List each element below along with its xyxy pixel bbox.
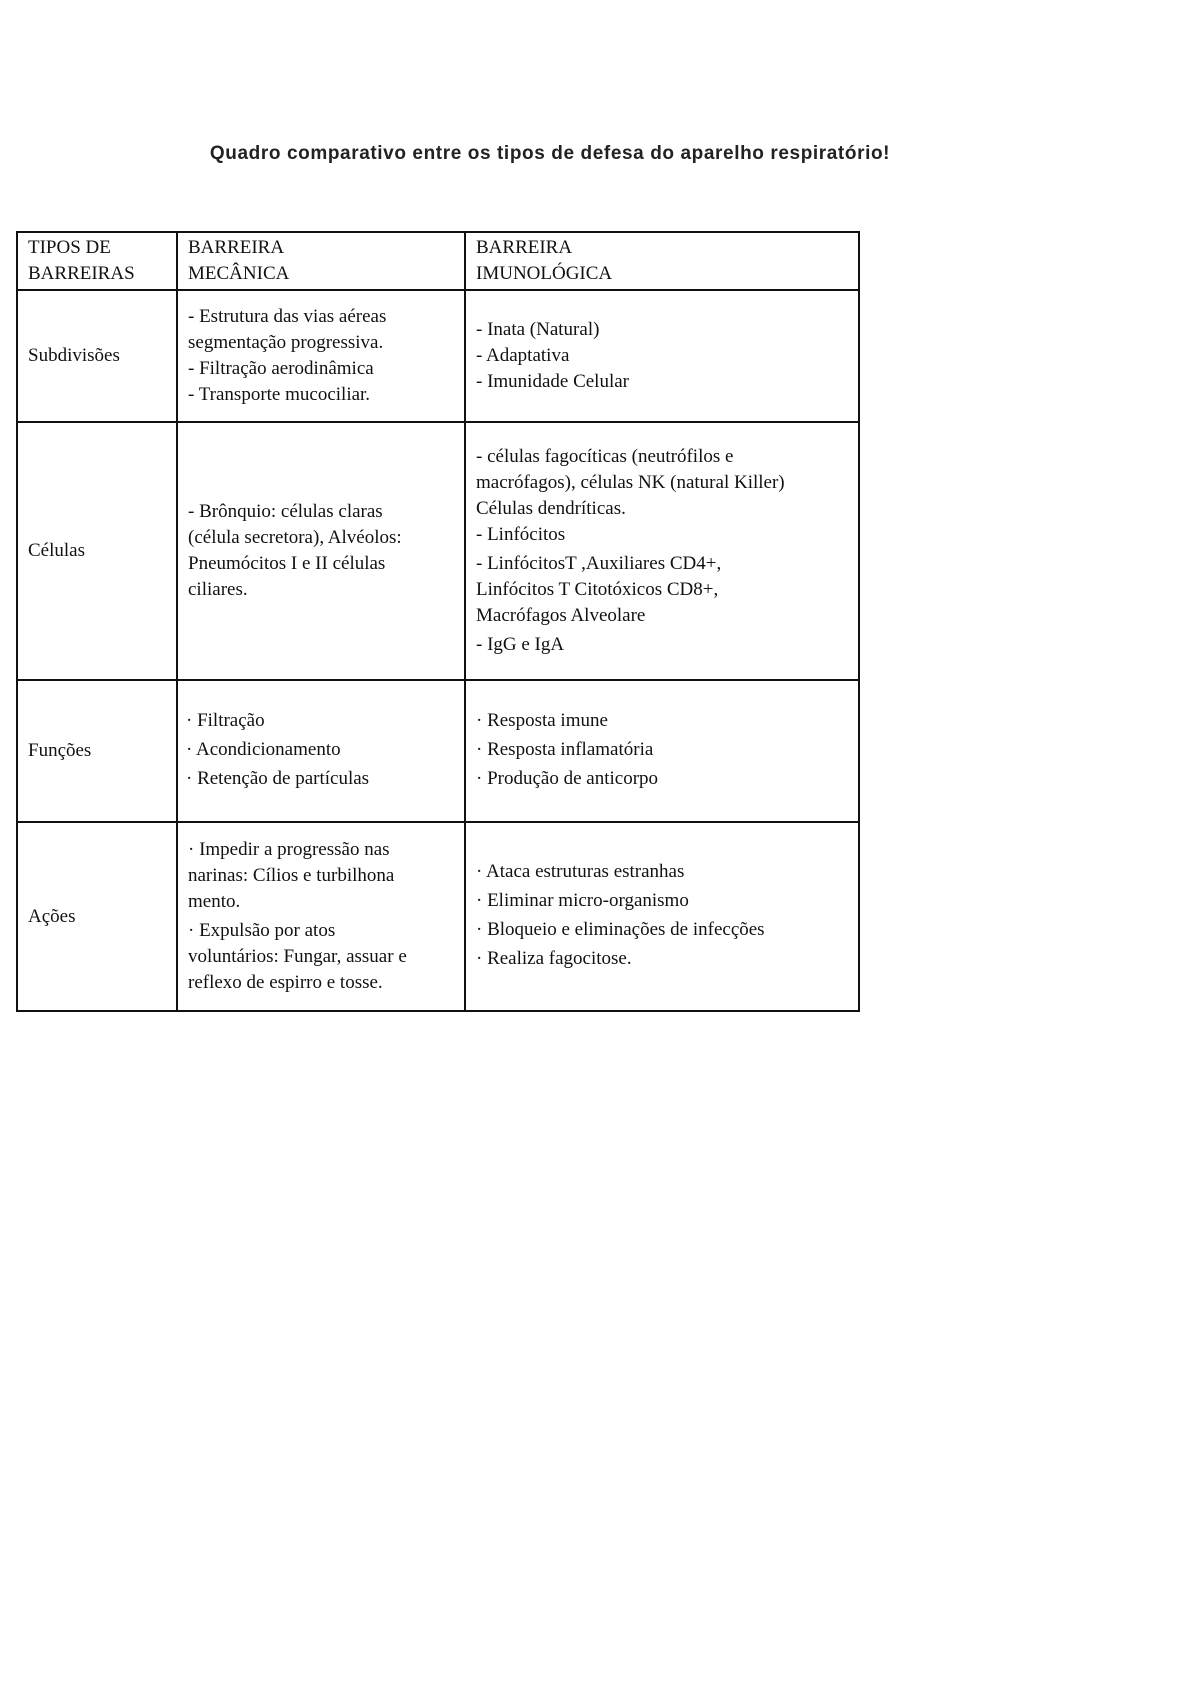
cell-line: Linfócitos T Citotóxicos CD8+, bbox=[476, 579, 719, 600]
cell-line: - Brônquio: células claras bbox=[188, 501, 383, 522]
row-label-celulas: Células bbox=[17, 422, 177, 680]
cell-line: · Expulsão por atos bbox=[188, 920, 336, 941]
table-row-funcoes bbox=[17, 680, 859, 822]
cell-funcoes-mecanica bbox=[177, 680, 465, 822]
table-row-acoes bbox=[17, 822, 859, 1011]
cell-line: narinas: Cílios e turbilhona bbox=[188, 865, 395, 886]
cell-acoes-mecanica bbox=[177, 822, 465, 1011]
header-text: BARREIRA bbox=[188, 237, 285, 258]
cell-line: · Filtração bbox=[186, 709, 265, 731]
cell-line: - Imunidade Celular bbox=[476, 371, 630, 392]
header-text: TIPOS DE bbox=[28, 237, 111, 258]
cell-line: · Acondicionamento bbox=[186, 738, 341, 760]
cell-line: - Filtração aerodinâmica bbox=[188, 358, 374, 379]
cell-line: - LinfócitosT ,Auxiliares CD4+, bbox=[476, 553, 722, 574]
document-title: Quadro comparativo entre os tipos de defesa do aparelho respiratório! bbox=[209, 143, 891, 164]
cell-line: · Eliminar micro-organismo bbox=[476, 889, 689, 911]
cell-line: · Bloqueio e eliminações de infecções bbox=[476, 918, 765, 940]
cell-celulas-mecanica bbox=[177, 422, 465, 680]
header-cell-mecanica bbox=[177, 232, 465, 290]
cell-line: reflexo de espirro e tosse. bbox=[188, 972, 383, 993]
cell-acoes-imunologica bbox=[465, 822, 859, 1011]
cell-line: - Adaptativa bbox=[476, 345, 570, 366]
row-label-acoes: Ações bbox=[17, 822, 177, 1011]
header-text: IMUNOLÓGICA bbox=[476, 263, 613, 284]
cell-line: - Transporte mucociliar. bbox=[188, 384, 371, 405]
cell-line: ciliares. bbox=[188, 579, 248, 600]
cell-line: - Linfócitos bbox=[476, 524, 566, 545]
table-header-row bbox=[17, 232, 859, 290]
cell-line: - Inata (Natural) bbox=[476, 319, 600, 340]
cell-line: - Estrutura das vias aéreas bbox=[188, 306, 387, 327]
cell-line: · Retenção de partículas bbox=[186, 767, 370, 789]
cell-line: segmentação progressiva. bbox=[188, 332, 384, 353]
cell-celulas-imunologica bbox=[465, 422, 859, 680]
header-text: BARREIRAS bbox=[28, 263, 135, 284]
row-label-funcoes: Funções bbox=[17, 680, 177, 822]
cell-subdivisoes-mecanica bbox=[177, 290, 465, 422]
cell-funcoes-imunologica bbox=[465, 680, 859, 822]
cell-line: macrófagos), células NK (natural Killer) bbox=[476, 472, 785, 493]
row-label-subdivisoes: Subdivisões bbox=[17, 290, 177, 422]
cell-line: · Resposta imune bbox=[476, 709, 608, 731]
header-cell-tipos bbox=[17, 232, 177, 290]
cell-line: · Realiza fagocitose. bbox=[476, 947, 632, 969]
cell-line: Pneumócitos I e II células bbox=[188, 553, 386, 574]
header-text: BARREIRA bbox=[476, 237, 573, 258]
table-row-celulas bbox=[17, 422, 859, 680]
cell-line: - IgG e IgA bbox=[476, 634, 565, 655]
cell-line: - células fagocíticas (neutrófilos e bbox=[476, 446, 734, 467]
cell-line: Macrófagos Alveolare bbox=[476, 605, 646, 626]
cell-line: · Ataca estruturas estranhas bbox=[476, 860, 685, 882]
cell-line: Células dendríticas. bbox=[476, 498, 626, 519]
header-text: MECÂNICA bbox=[188, 263, 290, 284]
cell-line: mento. bbox=[188, 891, 241, 912]
table-row-subdivisoes bbox=[17, 290, 859, 422]
comparison-table bbox=[16, 231, 860, 1012]
cell-line: · Produção de anticorpo bbox=[476, 767, 659, 789]
header-cell-imunologica bbox=[465, 232, 859, 290]
cell-line: (célula secretora), Alvéolos: bbox=[188, 527, 402, 548]
cell-subdivisoes-imunologica bbox=[465, 290, 859, 422]
cell-line: · Resposta inflamatória bbox=[476, 738, 654, 760]
cell-line: voluntários: Fungar, assuar e bbox=[188, 946, 407, 967]
cell-line: · Impedir a progressão nas bbox=[188, 839, 390, 860]
